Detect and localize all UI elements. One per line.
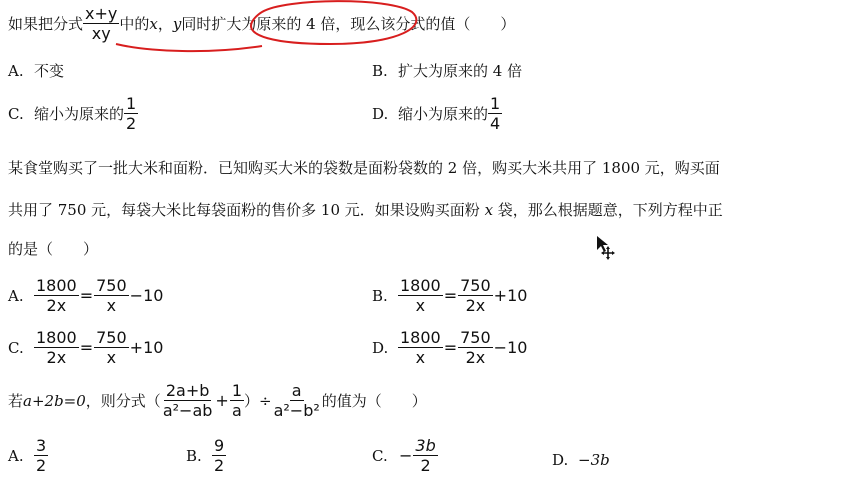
q3-option-a[interactable] <box>8 436 48 475</box>
q3-f3-den: a²−b² <box>273 401 320 420</box>
q1-fraction-numerator: x+y <box>85 4 118 23</box>
q3-option-d-text: −3b <box>578 451 610 469</box>
q3-option-d[interactable] <box>552 451 610 469</box>
q2-option-a[interactable] <box>8 276 164 315</box>
q1-option-c[interactable] <box>8 94 138 133</box>
q1-option-c-fraction <box>124 94 138 133</box>
q2-a-den-1: 2x <box>46 296 67 315</box>
q1-option-d-den: 4 <box>490 114 501 133</box>
q3-fraction-2 <box>230 381 244 420</box>
q1-option-d[interactable] <box>372 94 502 133</box>
q2-b-equals: = <box>443 285 458 305</box>
q1-mid: 中的 <box>119 14 150 33</box>
q1-fraction <box>83 4 119 43</box>
q3-fraction-1 <box>161 381 215 420</box>
q2-b-tail: +10 <box>493 285 528 305</box>
q2-d-den-1: x <box>415 348 426 367</box>
q1-option-a-text: 不变 <box>34 62 65 80</box>
q3-option-a-label: A. <box>8 446 24 465</box>
q1-var-y: y <box>172 14 182 33</box>
q3-stem <box>8 381 427 420</box>
q2-option-b-label: B. <box>372 286 388 305</box>
q3-option-a-fraction <box>34 436 48 475</box>
q3-close-div: ）÷ <box>244 391 272 410</box>
q1-option-a[interactable] <box>8 62 64 80</box>
q3-f2-num: 1 <box>231 381 242 400</box>
q2-c-equals: = <box>79 337 94 357</box>
move-cursor-icon <box>597 236 615 260</box>
q3-option-b-label: B. <box>186 446 202 465</box>
q1-prefix: 如果把分式 <box>8 14 84 33</box>
q3-prefix: 若 <box>8 391 24 410</box>
q2-a-num-2: 750 <box>96 276 127 295</box>
q2-option-c-frac-1 <box>34 328 79 367</box>
q3-b-den: 2 <box>214 456 225 475</box>
q2-c-num-1: 1800 <box>36 328 77 347</box>
q2-line-1: 某食堂购买了一批大米和面粉．已知购买大米的袋数是面粉袋数的 2 倍，购买大米共用了 1800 元，购买面 <box>8 159 720 177</box>
q3-option-b-fraction <box>212 436 226 475</box>
q3-f1-den: a²−ab <box>162 401 213 420</box>
q3-b-num: 9 <box>214 436 225 455</box>
q2-d-equals: = <box>443 337 458 357</box>
q3-a-num: 3 <box>36 436 47 455</box>
q2-option-c-frac-2 <box>94 328 129 367</box>
q2-a-num-1: 1800 <box>36 276 77 295</box>
q3-mid: ，则分式（ <box>85 391 161 410</box>
q3-option-d-label: D. <box>552 451 569 469</box>
q1-option-c-label: C. <box>8 104 24 123</box>
q2-a-tail: −10 <box>129 285 164 305</box>
q1-option-c-text: 缩小为原来的 <box>34 104 125 123</box>
q1-option-b[interactable] <box>372 62 522 80</box>
q1-option-b-label: B. <box>372 62 388 80</box>
q2-b-num-2: 750 <box>460 276 491 295</box>
q2-option-b-frac-1 <box>398 276 443 315</box>
q3-c-den: 2 <box>420 456 431 475</box>
q2-option-d-frac-2 <box>458 328 493 367</box>
q2-a-equals: = <box>79 285 94 305</box>
q2-c-den-1: 2x <box>46 348 67 367</box>
q2-b-num-1: 1800 <box>400 276 441 295</box>
q2-b-den-2: 2x <box>465 296 486 315</box>
q3-c-sign: − <box>399 445 413 465</box>
q1-option-b-text: 扩大为原来的 4 倍 <box>398 62 523 80</box>
q3-f1-num: 2a+b <box>165 381 210 400</box>
q2-option-d[interactable] <box>372 328 528 367</box>
q2-d-den-2: 2x <box>465 348 486 367</box>
q2-c-den-2: x <box>106 348 117 367</box>
q2-c-tail: +10 <box>129 337 164 357</box>
q2-d-tail: −10 <box>493 337 528 357</box>
q2-line-3: 的是（ ） <box>8 240 99 258</box>
q3-f2-den: a <box>232 401 242 420</box>
q2-c-num-2: 750 <box>96 328 127 347</box>
q2-option-d-frac-1 <box>398 328 443 367</box>
annotation-underline <box>116 44 262 51</box>
q2-line-2-a: 共用了 750 元，每袋大米比每袋面粉的售价多 10 元．如果设购买面粉 <box>8 201 485 219</box>
q1-option-d-label: D. <box>372 104 389 123</box>
q2-d-num-1: 1800 <box>400 328 441 347</box>
q1-comma: ， <box>157 14 173 33</box>
q1-fraction-denominator: xy <box>91 24 111 43</box>
q2-a-den-2: x <box>106 296 117 315</box>
q3-option-c[interactable] <box>372 436 438 475</box>
q1-option-c-num: 1 <box>126 94 137 113</box>
q1-var-x: x <box>149 14 158 33</box>
q2-option-d-label: D. <box>372 338 389 357</box>
q1-option-d-num: 1 <box>490 94 501 113</box>
q2-option-a-frac-1 <box>34 276 79 315</box>
q2-option-a-label: A. <box>8 286 24 305</box>
q2-option-c-label: C. <box>8 338 24 357</box>
q2-option-a-frac-2 <box>94 276 129 315</box>
q2-d-num-2: 750 <box>460 328 491 347</box>
q3-a-den: 2 <box>36 456 47 475</box>
q2-var-x: x <box>484 201 494 219</box>
q3-fraction-3 <box>272 381 322 420</box>
q3-plus: + <box>215 390 229 410</box>
q1-stem <box>8 4 515 43</box>
q3-option-b[interactable] <box>186 436 226 475</box>
q3-c-num: 3b <box>415 436 436 455</box>
q3-condition: a+2b=0 <box>23 391 86 410</box>
q2-line-2-b: 袋，那么根据题意，下列方程中正 <box>493 201 723 219</box>
q1-option-d-fraction <box>488 94 502 133</box>
q2-option-b[interactable] <box>372 276 528 315</box>
q3-option-c-fraction <box>413 436 437 475</box>
q3-option-c-label: C. <box>372 446 388 465</box>
q1-suffix: 同时扩大为原来的 4 倍，现么该分式的值（ ） <box>181 14 516 33</box>
q2-b-den-1: x <box>415 296 426 315</box>
q3-suffix: 的值为（ ） <box>321 391 427 410</box>
q2-option-b-frac-2 <box>458 276 493 315</box>
q1-option-d-text: 缩小为原来的 <box>398 104 489 123</box>
q2-line-2 <box>8 201 723 219</box>
q1-option-c-den: 2 <box>126 114 137 133</box>
q3-f3-num: a <box>291 381 302 400</box>
q1-option-a-label: A. <box>8 62 24 80</box>
q2-option-c[interactable] <box>8 328 164 367</box>
